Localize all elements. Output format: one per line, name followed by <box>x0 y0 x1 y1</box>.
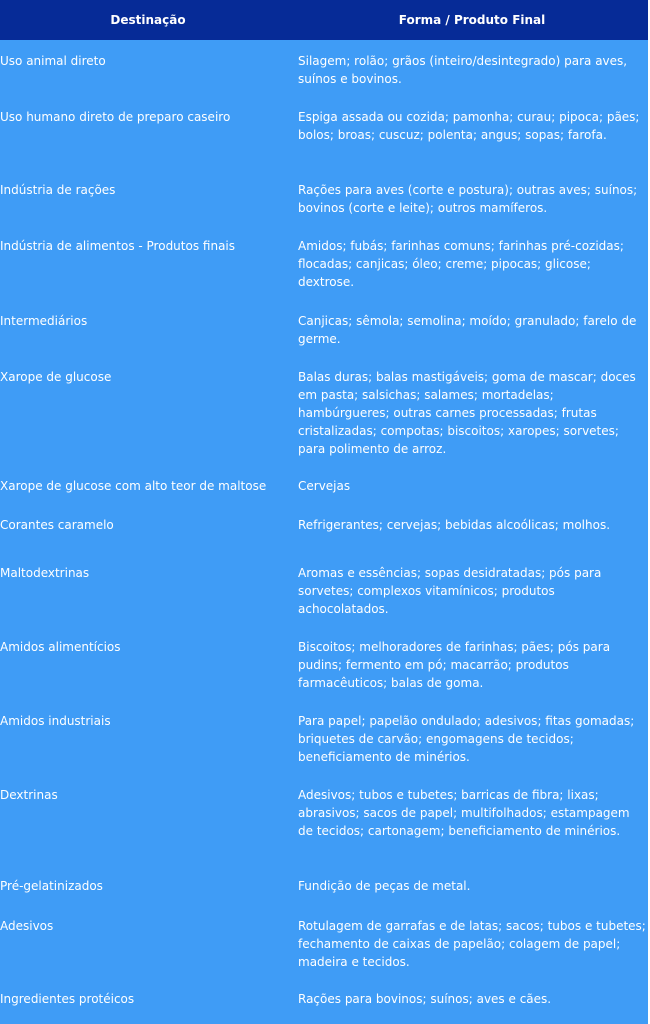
destinacao-cell: Maltodextrinas <box>0 566 90 580</box>
destinacao-cell: Indústria de rações <box>0 183 116 197</box>
forma-cell: Fundição de peças de metal. <box>298 879 471 893</box>
header-destinacao: Destinação <box>110 13 186 27</box>
destinacao-cell: Xarope de glucose com alto teor de maltose <box>0 479 267 493</box>
forma-cell: Amidos; fubás; farinhas comuns; farinhas pré-cozidas; flocadas; canjicas; óleo; creme; pipocas; glicose; dextrose. <box>298 239 624 289</box>
destinacao-cell: Indústria de alimentos - Produtos finais <box>0 239 236 253</box>
forma-cell: Silagem; rolão; grãos (inteiro/desintegrado) para aves, suínos e bovinos. <box>298 54 628 86</box>
destinacao-cell: Amidos alimentícios <box>0 640 121 654</box>
forma-cell: Espiga assada ou cozida; pamonha; curau; pipoca; pães; bolos; broas; cuscuz; polenta; angus; sopas; farofa. <box>298 110 640 142</box>
forma-cell: Rotulagem de garrafas e de latas; sacos; tubos e tubetes; fechamento de caixas de papelão; colagem de papel; madeira e tecidos. <box>298 919 646 969</box>
destinacao-cell: Uso humano direto de preparo caseiro <box>0 110 231 124</box>
destinacao-cell: Amidos industriais <box>0 714 111 728</box>
table-header <box>0 0 648 40</box>
destinacao-cell: Corantes caramelo <box>0 518 114 532</box>
destinacao-cell: Adesivos <box>0 919 54 933</box>
forma-cell: Adesivos; tubos e tubetes; barricas de fibra; lixas; abrasivos; sacos de papel; multifolhados; estampagem de tecidos; cartonagem; beneficiamento de minérios. <box>298 788 630 838</box>
destinacao-cell: Dextrinas <box>0 788 58 802</box>
destinacao-cell: Uso animal direto <box>0 54 106 68</box>
forma-cell: Para papel; papelão ondulado; adesivos; fitas gomadas; briquetes de carvão; engomagens de tecidos; beneficiamento de minérios. <box>298 714 635 764</box>
destinacao-cell: Intermediários <box>0 314 88 328</box>
forma-cell: Aromas e essências; sopas desidratadas; pós para sorvetes; complexos vitamínicos; produtos achocolatados. <box>298 566 602 616</box>
header-forma-produto-final: Forma / Produto Final <box>398 13 546 27</box>
forma-cell: Balas duras; balas mastigáveis; goma de mascar; doces em pasta; salsichas; salames; mortadelas; hambúrgueres; outras carnes processadas; frutas cristalizadas; compotas; biscoitos; xaropes; sorvetes; para polimento de arroz. <box>298 370 636 456</box>
forma-cell: Refrigerantes; cervejas; bebidas alcoólicas; molhos. <box>298 518 611 532</box>
destinacao-cell: Ingredientes protéicos <box>0 992 135 1006</box>
forma-cell: Cervejas <box>298 479 351 493</box>
destinacao-cell: Pré-gelatinizados <box>0 879 103 893</box>
forma-cell: Canjicas; sêmola; semolina; moído; granulado; farelo de germe. <box>298 314 637 346</box>
forma-cell: Biscoitos; melhoradores de farinhas; pães; pós para pudins; fermento em pó; macarrão; produtos farmacêuticos; balas de goma. <box>298 640 611 690</box>
forma-cell: Rações para aves (corte e postura); outras aves; suínos; bovinos (corte e leite); outros mamíferos. <box>298 183 638 215</box>
destinacao-cell: Xarope de glucose <box>0 370 112 384</box>
forma-cell: Rações para bovinos; suínos; aves e cães. <box>298 992 552 1006</box>
